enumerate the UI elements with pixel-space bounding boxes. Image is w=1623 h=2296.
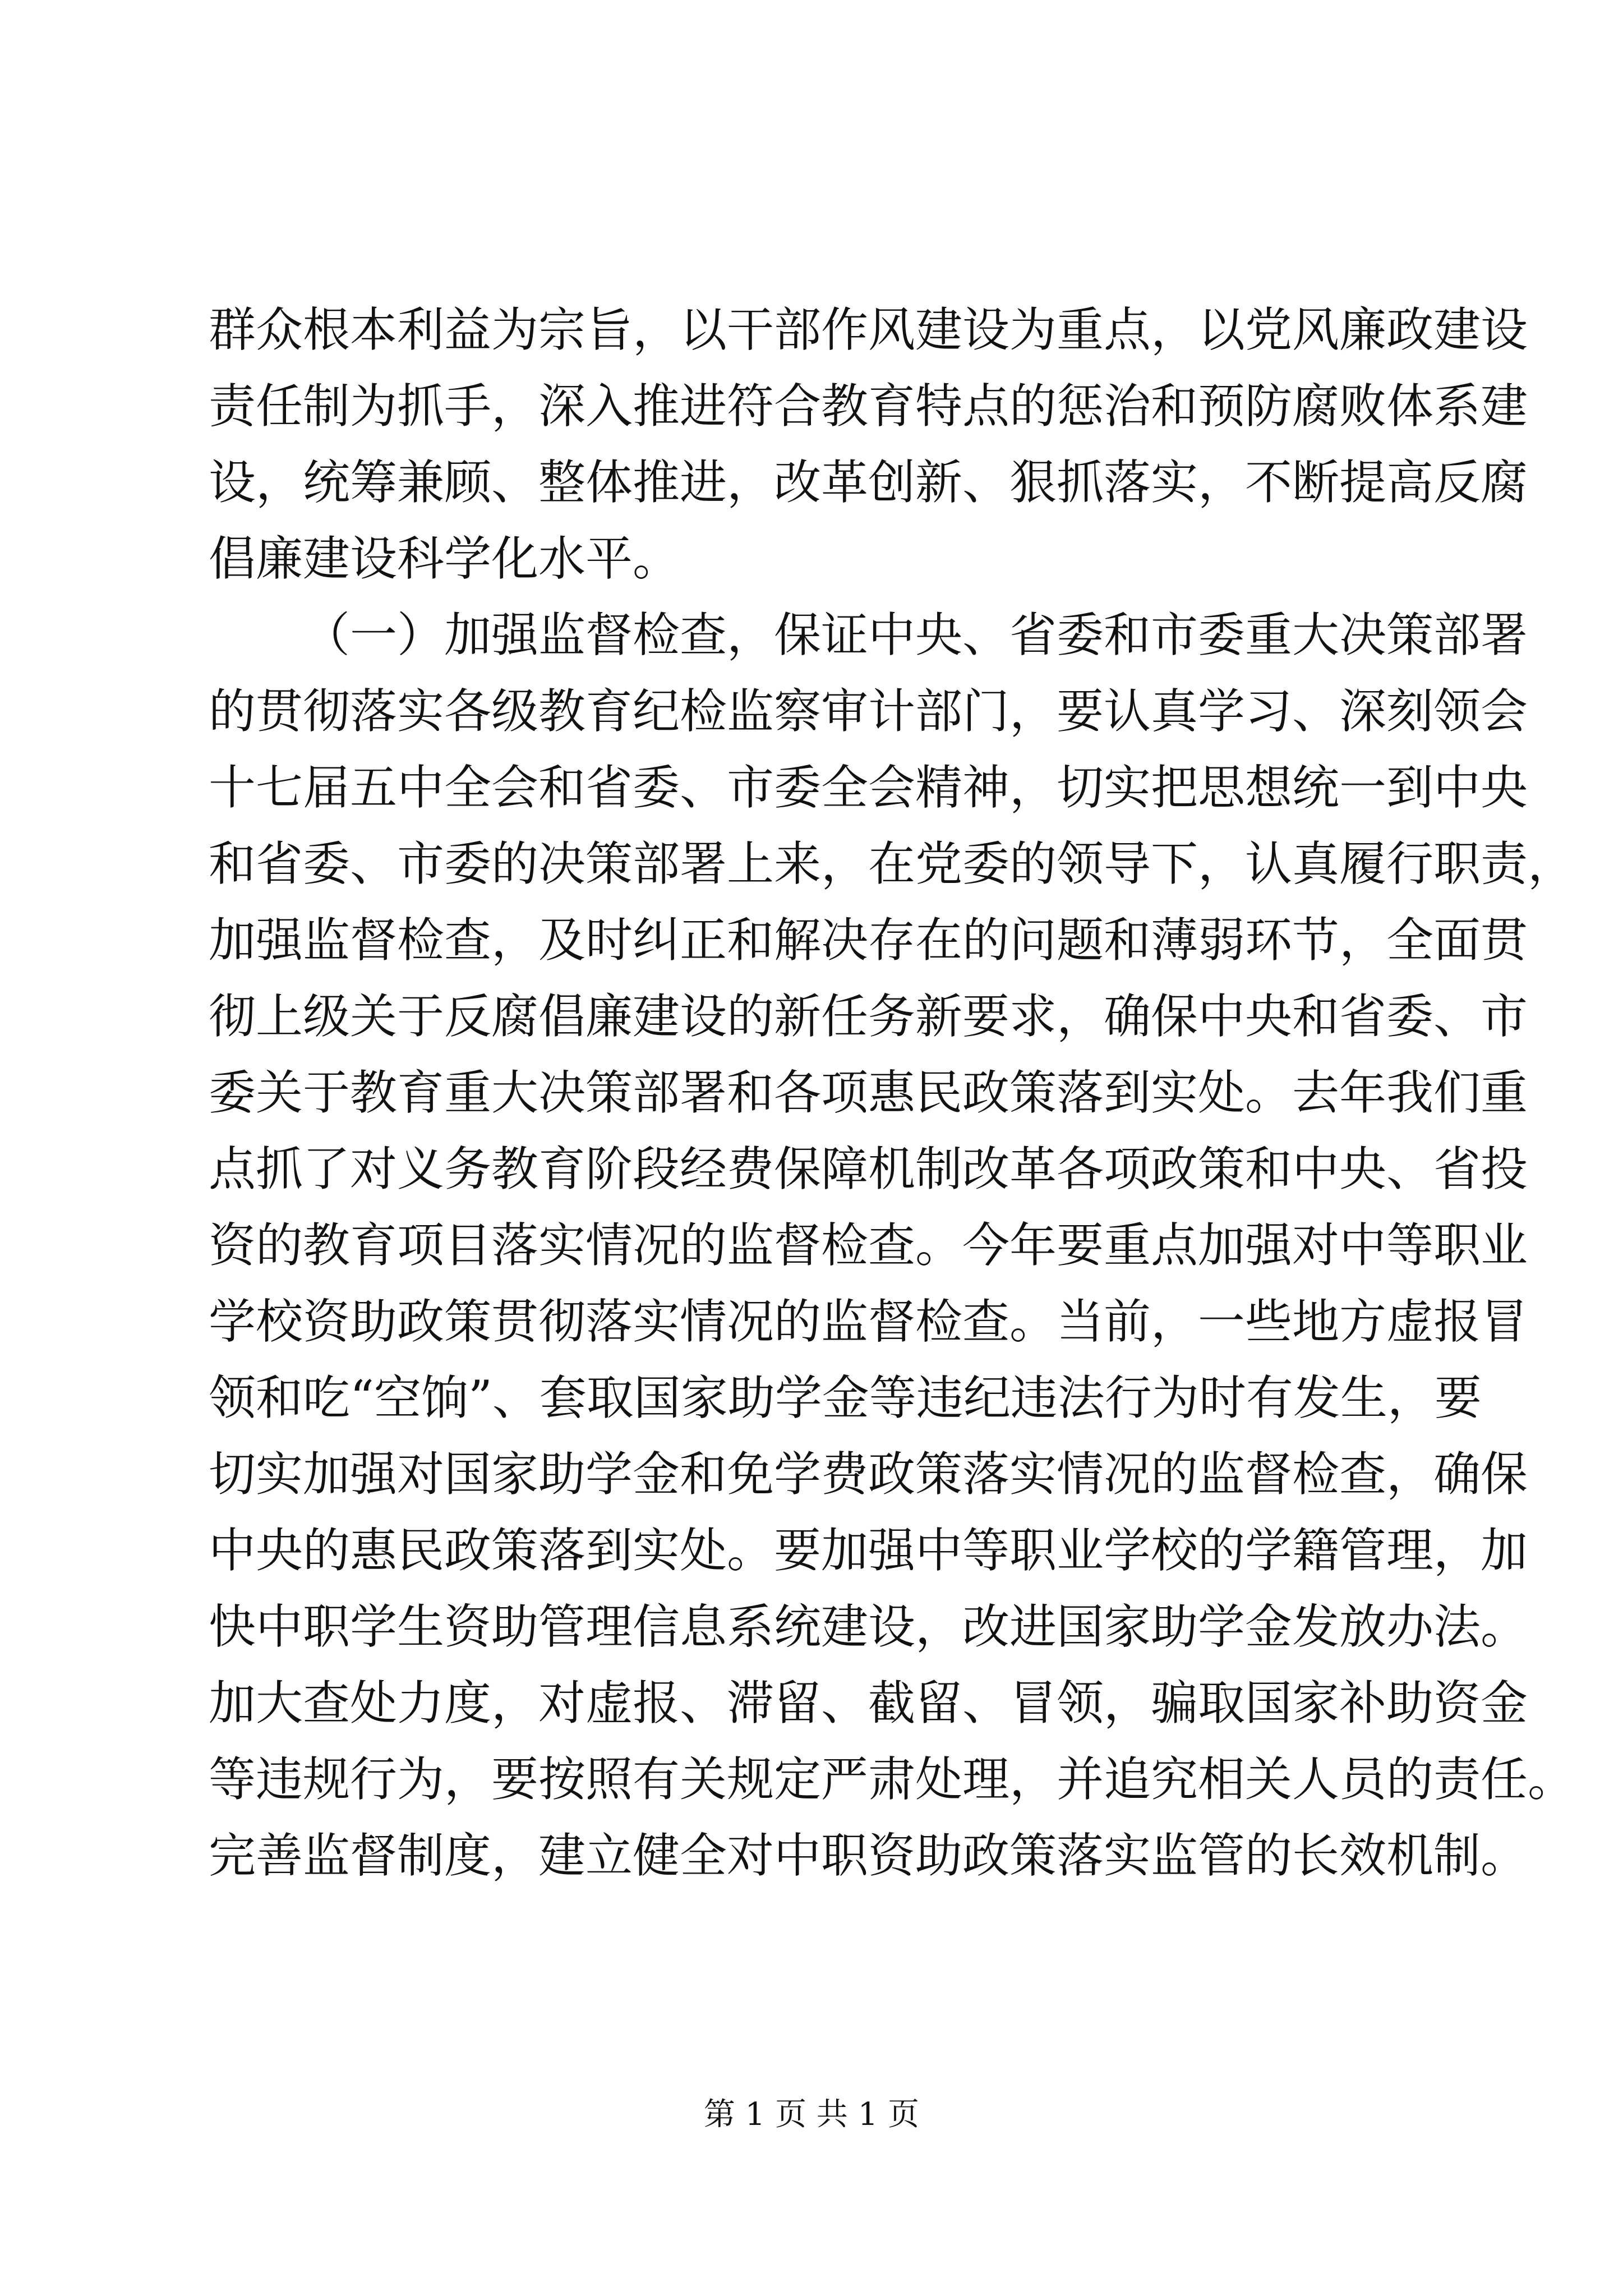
text-line: 和省委、市委的决策部署上来，在党委的领导下，认真履行职责， — [209, 836, 1575, 891]
text-line: 快中职学生资助管理信息系统建设，改进国家助学金发放办法。 — [209, 1599, 1528, 1654]
text-line: 的贯彻落实各级教育纪检监察审计部门，要认真学习、深刻领会 — [209, 684, 1528, 739]
text-line: 群众根本利益为宗旨，以干部作风建设为重点，以党风廉政建设 — [209, 302, 1528, 357]
text-line: 加大查处力度，对虚报、滞留、截留、冒领，骗取国家补助资金 — [209, 1676, 1528, 1731]
text-line: 责任制为抓手，深入推进符合教育特点的惩治和预防腐败体系建 — [209, 379, 1528, 434]
document-body — [209, 292, 1575, 1894]
text-line: 委关于教育重大决策部署和各项惠民政策落到实处。去年我们重 — [209, 1065, 1528, 1120]
text-line: 加强监督检查，及时纠正和解决存在的问题和薄弱环节，全面贯 — [209, 913, 1528, 968]
text-line: 彻上级关于反腐倡廉建设的新任务新要求，确保中央和省委、市 — [209, 989, 1528, 1044]
section-heading-line: （一）加强监督检查，保证中央、省委和市委重大决策部署 — [303, 608, 1528, 662]
text-line: 十七届五中全会和省委、市委全会精神，切实把思想统一到中央 — [209, 760, 1528, 815]
text-line: 中央的惠民政策落到实处。要加强中等职业学校的学籍管理，加 — [209, 1523, 1528, 1578]
text-line: 领和吃“空饷”、套取国家助学金等违纪违法行为时有发生，要 — [209, 1370, 1482, 1425]
page-number-footer: 第 1 页 共 1 页 — [703, 2096, 920, 2133]
text-line: 资的教育项目落实情况的监督检查。今年要重点加强对中等职业 — [209, 1218, 1528, 1273]
text-line: 等违规行为，要按照有关规定严肃处理，并追究相关人员的责任。 — [209, 1752, 1575, 1807]
text-line: 设，统筹兼顾、整体推进，改革创新、狠抓落实，不断提高反腐 — [209, 455, 1528, 510]
text-line: 完善监督制度，建立健全对中职资助政策落实监管的长效机制。 — [209, 1828, 1528, 1883]
text-line: 倡廉建设科学化水平。 — [209, 531, 680, 586]
text-line: 点抓了对义务教育阶段经费保障机制改革各项政策和中央、省投 — [209, 1142, 1528, 1197]
text-line: 切实加强对国家助学金和免学费政策落实情况的监督检查，确保 — [209, 1447, 1528, 1502]
text-line: 学校资助政策贯彻落实情况的监督检查。当前，一些地方虚报冒 — [209, 1294, 1528, 1349]
